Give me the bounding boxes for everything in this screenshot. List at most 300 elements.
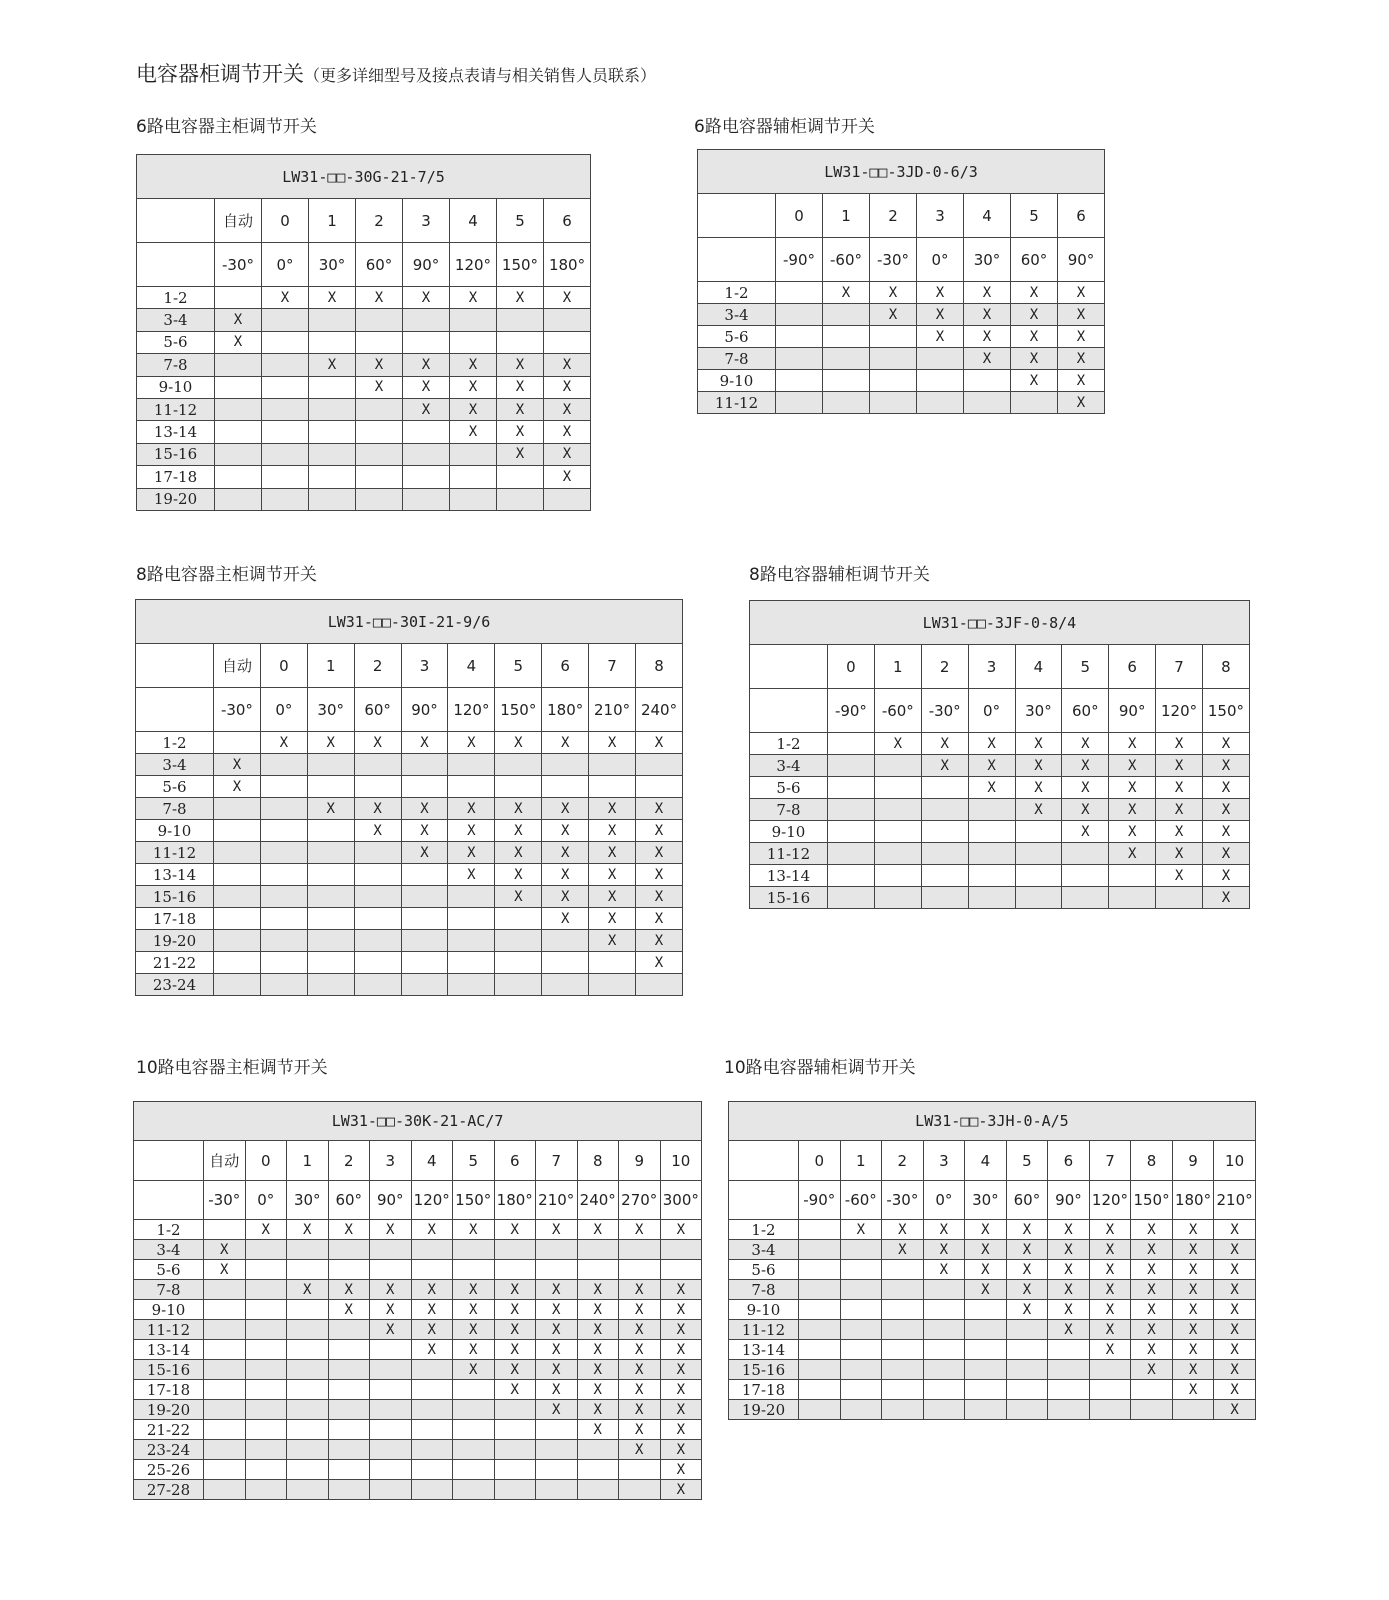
contact-cell: [917, 392, 964, 414]
contact-closed-mark: X: [1089, 1240, 1131, 1260]
contact-cell: [577, 1460, 619, 1480]
contact-cell: [287, 1380, 329, 1400]
contact-cell: [450, 331, 497, 353]
contact-closed-mark: X: [968, 733, 1015, 755]
contact-row: [750, 777, 1250, 799]
contact-closed-mark: X: [354, 820, 401, 842]
contact-row: [750, 733, 1250, 755]
contact-cell: [577, 1260, 619, 1280]
contact-cell: [354, 952, 401, 974]
position-label: 9: [619, 1141, 661, 1181]
contact-closed-mark: X: [1172, 1260, 1214, 1280]
position-label: 2: [328, 1141, 370, 1181]
contact-closed-mark: X: [307, 798, 354, 820]
contact-closed-mark: X: [577, 1320, 619, 1340]
contact-label: 13-14: [137, 421, 215, 443]
angle-label: 90°: [403, 243, 450, 287]
contact-cell: [799, 1240, 841, 1260]
contact-cell: [307, 952, 354, 974]
contact-row: [698, 348, 1105, 370]
contact-closed-mark: X: [450, 398, 497, 420]
contact-closed-mark: X: [1062, 777, 1109, 799]
contact-cell: [921, 799, 968, 821]
contact-closed-mark: X: [1131, 1360, 1173, 1380]
contact-cell: [840, 1280, 882, 1300]
contact-label: 1-2: [698, 282, 776, 304]
contact-cell: [799, 1360, 841, 1380]
position-label: 0: [828, 645, 875, 689]
contact-cell: [354, 930, 401, 952]
contact-closed-mark: X: [1131, 1340, 1173, 1360]
contact-closed-mark: X: [245, 1220, 287, 1240]
contact-closed-mark: X: [964, 348, 1011, 370]
contact-cell: [370, 1260, 412, 1280]
contact-cell: [923, 1360, 965, 1380]
contact-cell: [619, 1460, 661, 1480]
contact-cell: [536, 1460, 578, 1480]
contact-closed-mark: X: [1172, 1300, 1214, 1320]
contact-closed-mark: X: [577, 1220, 619, 1240]
contact-cell: [874, 755, 921, 777]
contact-closed-mark: X: [965, 1260, 1007, 1280]
angle-label: 90°: [401, 688, 448, 732]
contact-cell: [494, 1420, 536, 1440]
position-label: 6: [494, 1141, 536, 1181]
position-row: [134, 1141, 702, 1181]
contact-cell: [828, 843, 875, 865]
contact-closed-mark: X: [495, 864, 542, 886]
contact-label: 7-8: [136, 798, 214, 820]
contact-closed-mark: X: [660, 1280, 702, 1300]
angle-label: -60°: [823, 238, 870, 282]
contact-cell: [799, 1300, 841, 1320]
contact-label: 5-6: [698, 326, 776, 348]
contact-cell: [453, 1380, 495, 1400]
position-label: 10: [1214, 1141, 1256, 1181]
contact-closed-mark: X: [1203, 799, 1250, 821]
contact-cell: [823, 370, 870, 392]
contact-cell: [636, 974, 683, 996]
contact-closed-mark: X: [401, 820, 448, 842]
contact-cell: [411, 1440, 453, 1460]
position-label: 2: [882, 1141, 924, 1181]
contact-closed-mark: X: [619, 1340, 661, 1360]
contact-cell: [923, 1280, 965, 1300]
contact-cell: [1006, 1400, 1048, 1420]
section-title-8-main: 8路电容器主柜调节开关: [136, 565, 317, 585]
contact-cell: [776, 370, 823, 392]
contact-cell: [214, 886, 261, 908]
contact-label: 13-14: [729, 1340, 799, 1360]
contact-cell: [262, 466, 309, 488]
position-label: 4: [1015, 645, 1062, 689]
contact-closed-mark: X: [619, 1320, 661, 1340]
contact-cell: [328, 1460, 370, 1480]
contact-cell: [204, 1300, 246, 1320]
contact-row: [134, 1340, 702, 1360]
contact-cell: [544, 331, 591, 353]
contact-cell: [328, 1420, 370, 1440]
contact-closed-mark: X: [660, 1380, 702, 1400]
contact-closed-mark: X: [589, 864, 636, 886]
contact-closed-mark: X: [1214, 1400, 1256, 1420]
contact-cell: [328, 1400, 370, 1420]
contact-cell: [245, 1340, 287, 1360]
contact-cell: [448, 886, 495, 908]
contact-cell: [1006, 1360, 1048, 1380]
contact-cell: [401, 754, 448, 776]
angle-label: 0°: [968, 689, 1015, 733]
contact-cell: [204, 1440, 246, 1460]
angle-label: 90°: [1109, 689, 1156, 733]
contact-closed-mark: X: [874, 733, 921, 755]
contact-label: 11-12: [137, 398, 215, 420]
contact-closed-mark: X: [542, 732, 589, 754]
contact-closed-mark: X: [1058, 282, 1105, 304]
contact-closed-mark: X: [536, 1340, 578, 1360]
contact-closed-mark: X: [660, 1320, 702, 1340]
contact-closed-mark: X: [823, 282, 870, 304]
contact-closed-mark: X: [1203, 733, 1250, 755]
contact-closed-mark: X: [204, 1240, 246, 1260]
contact-cell: [448, 776, 495, 798]
position-label: 6: [1058, 194, 1105, 238]
contact-cell: [287, 1400, 329, 1420]
contact-row: [134, 1380, 702, 1400]
contact-cell: [307, 930, 354, 952]
position-label: 4: [448, 644, 495, 688]
angle-label: 120°: [411, 1181, 453, 1220]
angle-row-lead-cell: [136, 688, 214, 732]
contact-closed-mark: X: [1131, 1280, 1173, 1300]
contact-label: 1-2: [136, 732, 214, 754]
contact-cell: [840, 1360, 882, 1380]
angle-row-lead-cell: [134, 1181, 204, 1220]
contact-cell: [328, 1340, 370, 1360]
angle-label: 30°: [287, 1181, 329, 1220]
contact-cell: [870, 392, 917, 414]
contact-label: 23-24: [136, 974, 214, 996]
contact-cell: [921, 887, 968, 909]
contact-closed-mark: X: [619, 1440, 661, 1460]
section-title-10-main: 10路电容器主柜调节开关: [136, 1058, 328, 1078]
contact-row: [729, 1260, 1256, 1280]
contact-cell: [536, 1240, 578, 1260]
model-row: [134, 1102, 702, 1141]
contact-row: [698, 326, 1105, 348]
contact-cell: [965, 1380, 1007, 1400]
contact-label: 7-8: [698, 348, 776, 370]
position-label: 0: [260, 644, 307, 688]
contact-cell: [828, 865, 875, 887]
contact-label: 5-6: [750, 777, 828, 799]
contact-cell: [262, 331, 309, 353]
page-title-text: 电容器柜调节开关: [136, 62, 304, 86]
contact-closed-mark: X: [1172, 1240, 1214, 1260]
contact-closed-mark: X: [921, 733, 968, 755]
contact-cell: [328, 1360, 370, 1380]
contact-closed-mark: X: [1203, 821, 1250, 843]
switch-table-10-main: [133, 1101, 702, 1500]
contact-cell: [204, 1400, 246, 1420]
position-label: 1: [309, 199, 356, 243]
position-row-lead-cell: [750, 645, 828, 689]
position-row-lead-cell: [698, 194, 776, 238]
contact-cell: [245, 1460, 287, 1480]
contact-cell: [204, 1320, 246, 1340]
angle-row-lead-cell: [698, 238, 776, 282]
contact-closed-mark: X: [1109, 755, 1156, 777]
switch-table-8-aux: [749, 600, 1250, 909]
angle-row: [698, 238, 1105, 282]
angle-label: 60°: [1006, 1181, 1048, 1220]
contact-closed-mark: X: [636, 732, 683, 754]
contact-cell: [260, 908, 307, 930]
angle-label: 210°: [589, 688, 636, 732]
contact-closed-mark: X: [542, 842, 589, 864]
contact-cell: [497, 309, 544, 331]
contact-cell: [328, 1320, 370, 1340]
contact-label: 3-4: [729, 1240, 799, 1260]
contact-closed-mark: X: [1048, 1220, 1090, 1240]
contact-cell: [1062, 843, 1109, 865]
contact-cell: [204, 1420, 246, 1440]
contact-cell: [799, 1340, 841, 1360]
position-label: 3: [403, 199, 450, 243]
contact-label: 19-20: [134, 1400, 204, 1420]
contact-cell: [307, 776, 354, 798]
contact-cell: [453, 1240, 495, 1260]
contact-label: 15-16: [137, 443, 215, 465]
contact-closed-mark: X: [544, 398, 591, 420]
contact-closed-mark: X: [1172, 1360, 1214, 1380]
contact-row: [134, 1360, 702, 1380]
angle-row-lead-cell: [750, 689, 828, 733]
contact-closed-mark: X: [1048, 1300, 1090, 1320]
contact-closed-mark: X: [411, 1280, 453, 1300]
contact-cell: [215, 421, 262, 443]
model-row: [729, 1102, 1256, 1141]
contact-closed-mark: X: [1172, 1320, 1214, 1340]
contact-cell: [214, 842, 261, 864]
contact-closed-mark: X: [536, 1360, 578, 1380]
contact-closed-mark: X: [403, 398, 450, 420]
contact-cell: [495, 930, 542, 952]
position-label: 6: [1048, 1141, 1090, 1181]
contact-cell: [660, 1260, 702, 1280]
contact-cell: [309, 488, 356, 510]
angle-label: -30°: [921, 689, 968, 733]
contact-closed-mark: X: [968, 755, 1015, 777]
contact-closed-mark: X: [494, 1380, 536, 1400]
model-number: LW31-□□-30G-21-7/5: [137, 155, 591, 199]
contact-label: 5-6: [137, 331, 215, 353]
contact-label: 21-22: [134, 1420, 204, 1440]
contact-closed-mark: X: [401, 842, 448, 864]
contact-cell: [287, 1340, 329, 1360]
contact-closed-mark: X: [1172, 1340, 1214, 1360]
contact-cell: [882, 1340, 924, 1360]
position-row-lead-cell: [137, 199, 215, 243]
contact-closed-mark: X: [589, 842, 636, 864]
contact-label: 23-24: [134, 1440, 204, 1460]
contact-label: 13-14: [136, 864, 214, 886]
contact-closed-mark: X: [660, 1460, 702, 1480]
contact-closed-mark: X: [1015, 755, 1062, 777]
contact-closed-mark: X: [494, 1340, 536, 1360]
contact-cell: [577, 1240, 619, 1260]
position-label: 1: [840, 1141, 882, 1181]
contact-cell: [204, 1280, 246, 1300]
contact-closed-mark: X: [401, 732, 448, 754]
position-row: [136, 644, 683, 688]
position-label: 4: [965, 1141, 1007, 1181]
contact-closed-mark: X: [448, 732, 495, 754]
angle-row: [750, 689, 1250, 733]
contact-closed-mark: X: [544, 287, 591, 309]
contact-closed-mark: X: [1006, 1300, 1048, 1320]
contact-row: [750, 865, 1250, 887]
contact-cell: [453, 1440, 495, 1460]
contact-cell: [401, 974, 448, 996]
contact-cell: [874, 887, 921, 909]
contact-label: 9-10: [729, 1300, 799, 1320]
contact-cell: [497, 488, 544, 510]
position-label: 2: [921, 645, 968, 689]
contact-cell: [589, 974, 636, 996]
angle-row: [137, 243, 591, 287]
contact-label: 11-12: [698, 392, 776, 414]
contact-cell: [589, 776, 636, 798]
page-title-note: （更多详细型号及接点表请与相关销售人员联系）: [304, 66, 657, 85]
contact-closed-mark: X: [589, 732, 636, 754]
contact-cell: [497, 466, 544, 488]
position-label: 1: [287, 1141, 329, 1181]
contact-cell: [262, 309, 309, 331]
contact-cell: [245, 1480, 287, 1500]
contact-cell: [245, 1420, 287, 1440]
contact-closed-mark: X: [1214, 1360, 1256, 1380]
contact-label: 9-10: [134, 1300, 204, 1320]
contact-cell: [287, 1320, 329, 1340]
contact-cell: [870, 348, 917, 370]
section-title-10-aux: 10路电容器辅柜调节开关: [724, 1058, 916, 1078]
position-label: 自动: [215, 199, 262, 243]
contact-label: 3-4: [750, 755, 828, 777]
contact-cell: [307, 864, 354, 886]
contact-row: [750, 799, 1250, 821]
switch-table-8-main: [135, 599, 683, 996]
contact-closed-mark: X: [403, 376, 450, 398]
contact-cell: [354, 886, 401, 908]
model-row: [137, 155, 591, 199]
contact-cell: [204, 1220, 246, 1240]
contact-closed-mark: X: [1156, 777, 1203, 799]
contact-closed-mark: X: [1058, 370, 1105, 392]
contact-cell: [260, 886, 307, 908]
contact-cell: [1109, 865, 1156, 887]
contact-cell: [356, 443, 403, 465]
contact-cell: [262, 398, 309, 420]
contact-closed-mark: X: [495, 798, 542, 820]
contact-closed-mark: X: [1109, 799, 1156, 821]
model-number: LW31-□□-3JD-0-6/3: [698, 150, 1105, 194]
contact-closed-mark: X: [577, 1380, 619, 1400]
contact-row: [698, 370, 1105, 392]
contact-closed-mark: X: [411, 1300, 453, 1320]
contact-closed-mark: X: [497, 443, 544, 465]
contact-closed-mark: X: [1089, 1280, 1131, 1300]
contact-cell: [262, 488, 309, 510]
contact-closed-mark: X: [1109, 777, 1156, 799]
section-title-6-aux: 6路电容器辅柜调节开关: [694, 117, 875, 137]
contact-closed-mark: X: [411, 1220, 453, 1240]
position-label: 2: [870, 194, 917, 238]
contact-cell: [401, 952, 448, 974]
contact-closed-mark: X: [544, 354, 591, 376]
model-row: [136, 600, 683, 644]
contact-cell: [776, 392, 823, 414]
contact-cell: [823, 392, 870, 414]
contact-label: 19-20: [137, 488, 215, 510]
contact-closed-mark: X: [619, 1300, 661, 1320]
contact-cell: [536, 1480, 578, 1500]
contact-label: 7-8: [134, 1280, 204, 1300]
angle-row: [134, 1181, 702, 1220]
contact-closed-mark: X: [495, 886, 542, 908]
contact-cell: [287, 1440, 329, 1460]
contact-cell: [823, 348, 870, 370]
position-label: 自动: [204, 1141, 246, 1181]
position-label: 9: [1172, 1141, 1214, 1181]
contact-label: 9-10: [698, 370, 776, 392]
contact-cell: [921, 843, 968, 865]
contact-cell: [356, 421, 403, 443]
contact-cell: [245, 1260, 287, 1280]
angle-label: 60°: [1062, 689, 1109, 733]
contact-row: [136, 974, 683, 996]
contact-closed-mark: X: [619, 1280, 661, 1300]
contact-cell: [214, 732, 261, 754]
angle-label: 30°: [964, 238, 1011, 282]
contact-cell: [307, 886, 354, 908]
contact-closed-mark: X: [214, 776, 261, 798]
contact-label: 7-8: [750, 799, 828, 821]
angle-label: -60°: [840, 1181, 882, 1220]
contact-closed-mark: X: [356, 354, 403, 376]
position-row-lead-cell: [136, 644, 214, 688]
contact-closed-mark: X: [448, 864, 495, 886]
contact-cell: [536, 1260, 578, 1280]
contact-row: [136, 754, 683, 776]
position-row: [698, 194, 1105, 238]
contact-cell: [453, 1480, 495, 1500]
contact-cell: [799, 1260, 841, 1280]
contact-closed-mark: X: [1015, 733, 1062, 755]
contact-cell: [411, 1240, 453, 1260]
model-number: LW31-□□-30K-21-AC/7: [134, 1102, 702, 1141]
angle-label: 30°: [1015, 689, 1062, 733]
contact-cell: [448, 952, 495, 974]
contact-closed-mark: X: [542, 908, 589, 930]
angle-label: -90°: [776, 238, 823, 282]
contact-row: [136, 842, 683, 864]
contact-cell: [536, 1440, 578, 1460]
contact-closed-mark: X: [1062, 755, 1109, 777]
position-label: 7: [536, 1141, 578, 1181]
contact-cell: [494, 1260, 536, 1280]
contact-cell: [965, 1400, 1007, 1420]
